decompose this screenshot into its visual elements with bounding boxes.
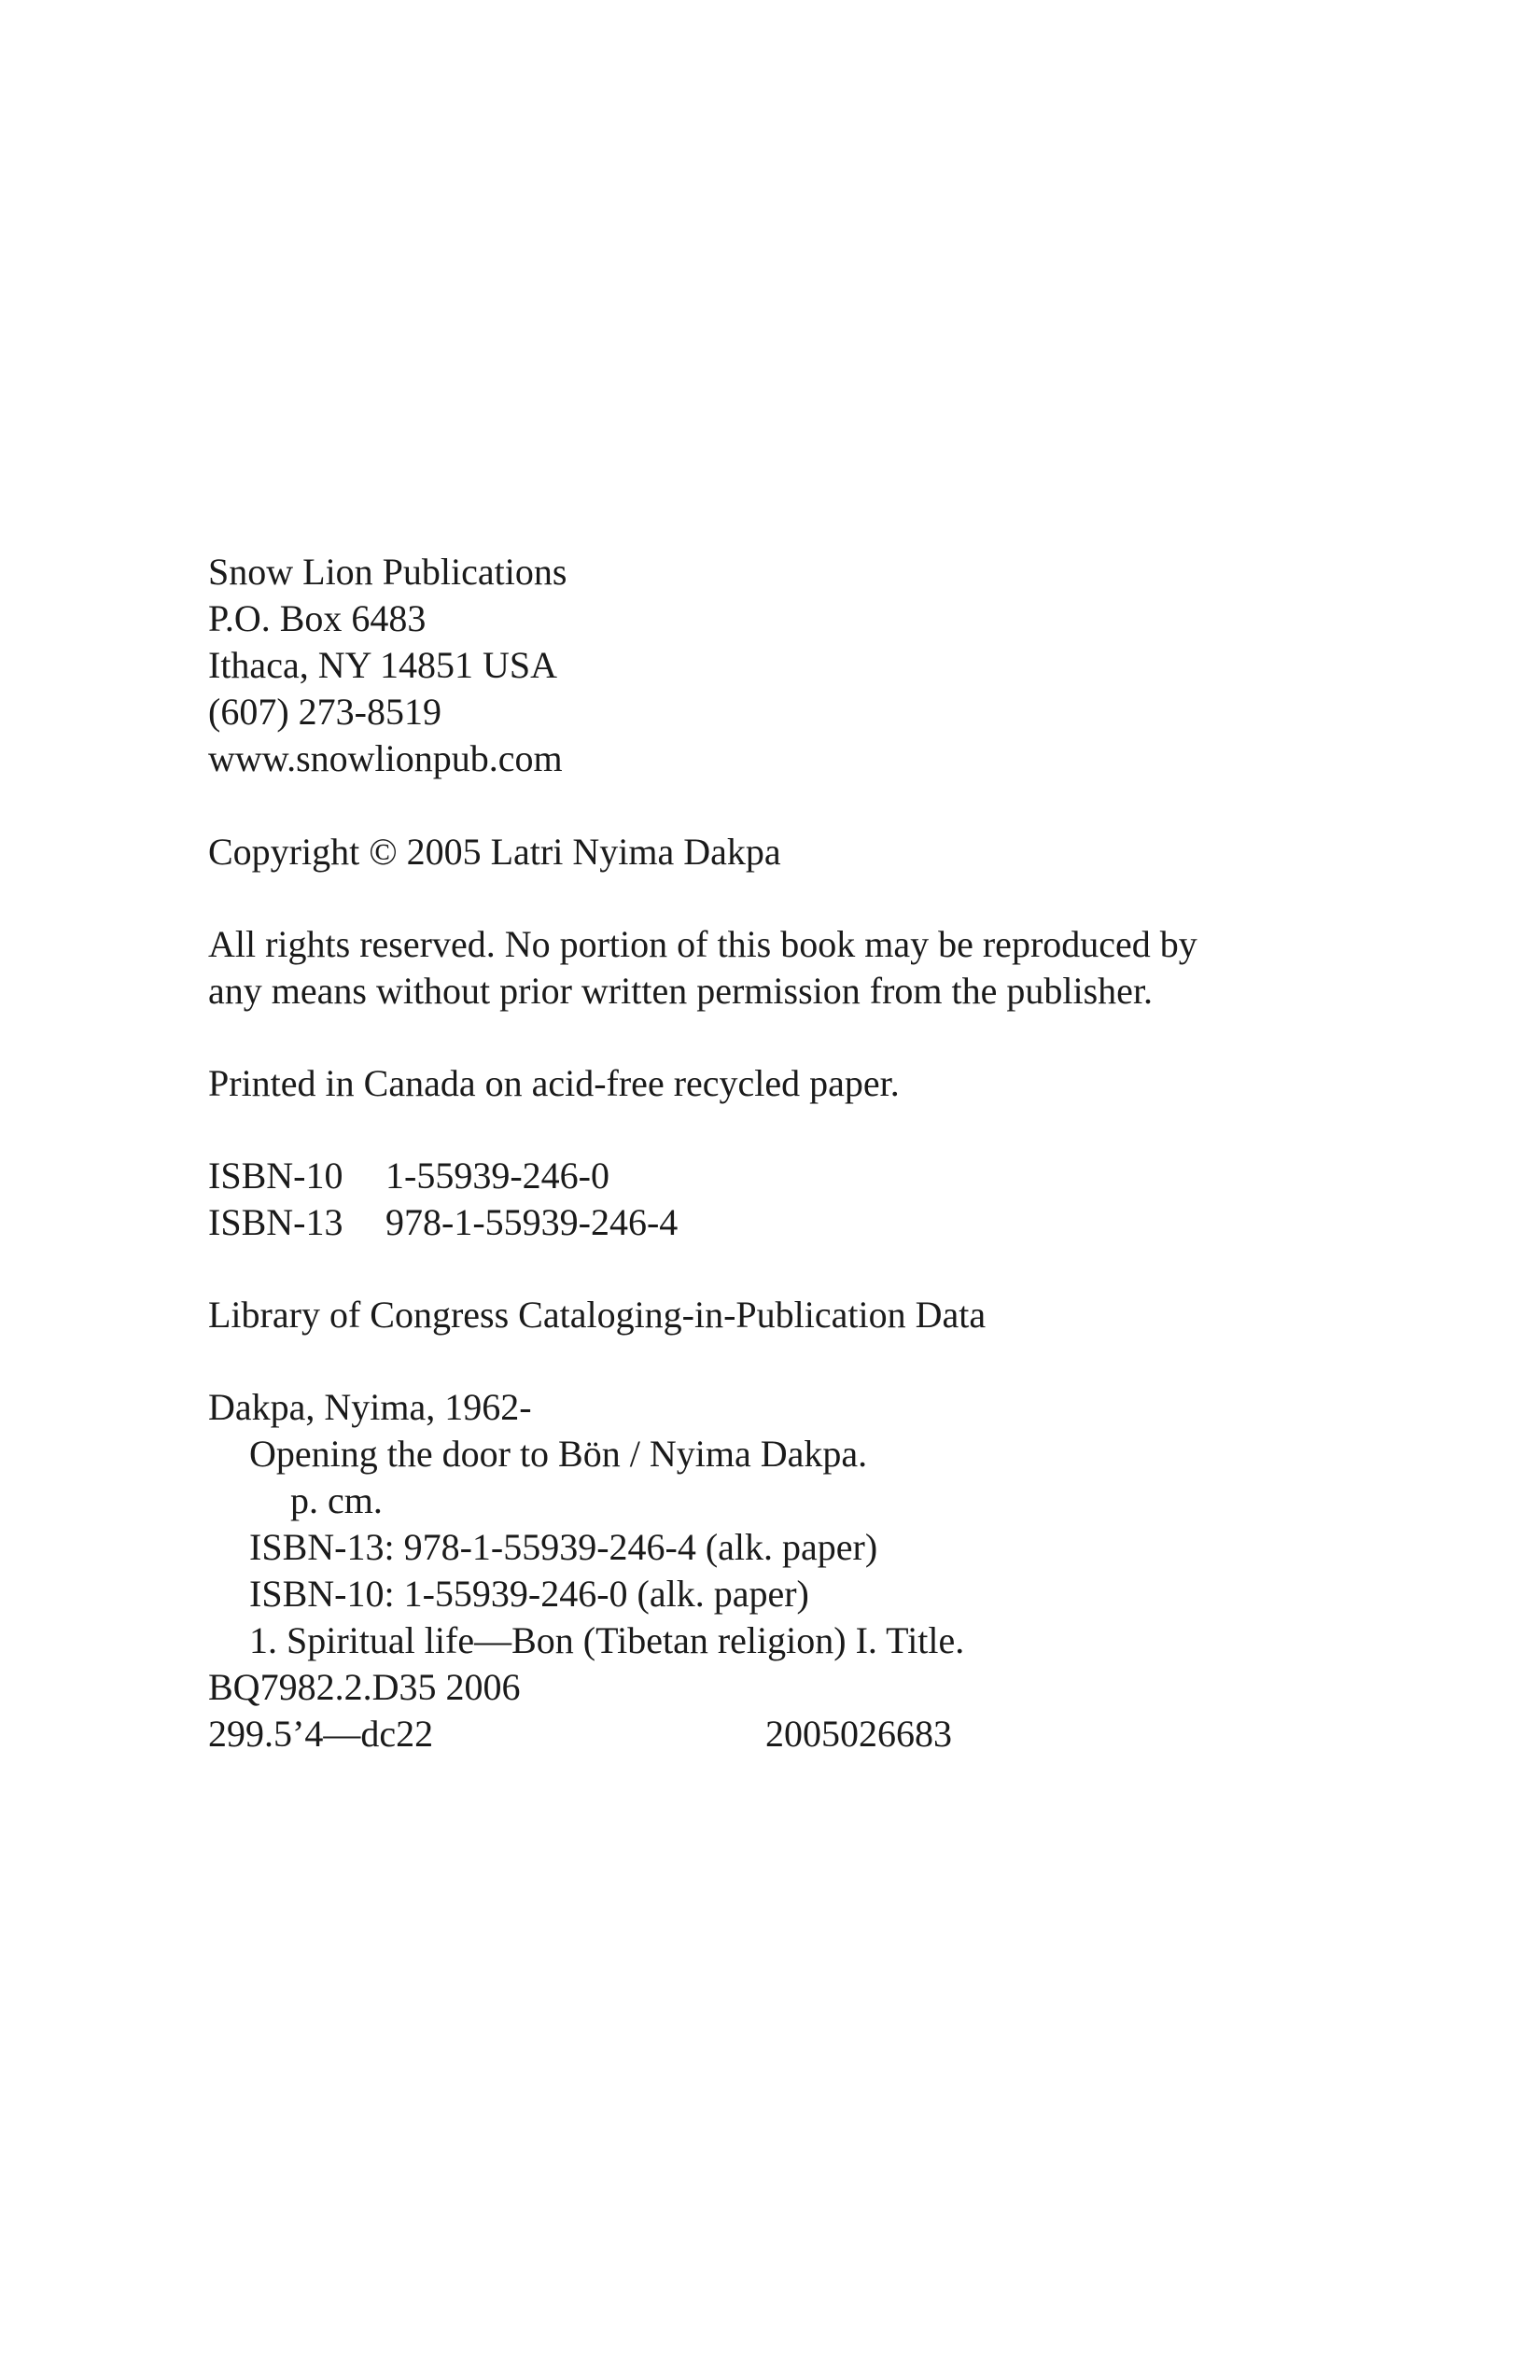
cip-isbn10: ISBN-10: 1-55939-246-0 (alk. paper) [249, 1573, 809, 1615]
cip-isbn13: ISBN-13: 978-1-55939-246-4 (alk. paper) [249, 1526, 878, 1568]
publisher-po-box: P.O. Box 6483 [208, 597, 427, 639]
isbn-label: ISBN-13 [208, 1201, 343, 1243]
publisher-address [208, 549, 1375, 782]
isbn-row [208, 1199, 1375, 1246]
isbn-row [208, 1153, 1375, 1199]
rights-line-1: All rights reserved. No portion of this book may be reproduced by [208, 923, 1197, 965]
cip-record [208, 1384, 1375, 1757]
cip-subjects: 1. Spiritual life—Bon (Tibetan religion) I. Title. [249, 1619, 965, 1661]
rights-line-2: any means without prior written permission from the publisher. [208, 970, 1154, 1012]
cip-dewey: 299.5’4—dc22 [208, 1713, 434, 1755]
cip-lccn: 2005026683 [765, 1713, 952, 1755]
copyright-line: Copyright © 2005 Latri Nyima Dakpa [208, 831, 781, 873]
isbn-value: 1-55939-246-0 [385, 1155, 609, 1197]
printed-statement [208, 1060, 1375, 1107]
isbn-list [208, 1153, 1375, 1246]
cip-heading: Library of Congress Cataloging-in-Publication Data [208, 1294, 987, 1336]
rights-statement [208, 921, 1375, 1015]
cip-author: Dakpa, Nyima, 1962- [208, 1386, 532, 1428]
cip-lc-call-number: BQ7982.2.D35 2006 [208, 1666, 521, 1708]
isbn-value: 978-1-55939-246-4 [385, 1201, 679, 1243]
printed-line: Printed in Canada on acid-free recycled paper. [208, 1062, 900, 1104]
publisher-phone: (607) 273-8519 [208, 691, 441, 733]
cip-classification-row [208, 1711, 1375, 1757]
isbn-label: ISBN-10 [208, 1155, 343, 1197]
publisher-name: Snow Lion Publications [208, 551, 567, 593]
publisher-website: www.snowlionpub.com [208, 737, 563, 779]
cip-title: Opening the door to Bön / Nyima Dakpa. [249, 1433, 868, 1475]
copyright-notice [208, 829, 1375, 875]
cip-heading-block [208, 1292, 1375, 1338]
cip-pages: p. cm. [290, 1479, 383, 1521]
publisher-city: Ithaca, NY 14851 USA [208, 644, 558, 686]
